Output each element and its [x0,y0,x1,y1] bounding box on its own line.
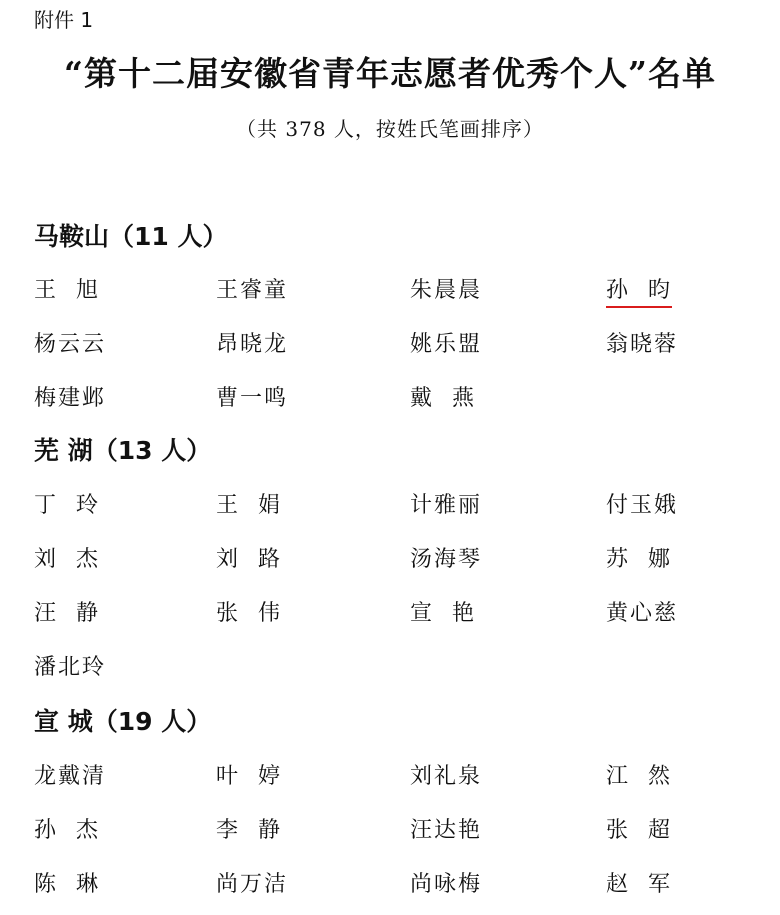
red-underline-mark: 孙 昀 [606,276,672,308]
name-row [0,488,780,524]
person-name: 苏 娜 [606,547,672,572]
person-name: 张 超 [606,818,672,843]
section-heading [34,219,228,255]
name-row [0,542,780,578]
person-name: 孙 杰 [34,818,100,843]
name-row [0,327,780,363]
person-name: 刘 杰 [34,547,100,572]
name-row [0,596,780,632]
person-name: 尚万洁 [216,872,289,897]
person-name: 黄心慈 [606,601,679,626]
person-name: 尚咏梅 [410,872,483,897]
section-count: （13 人） [92,436,212,465]
person-name: 王 旭 [34,278,100,303]
person-name: 陈 琳 [34,872,100,897]
section-region: 马鞍山 [34,222,110,251]
name-row [0,813,780,849]
document-title: “第十二届安徽省青年志愿者优秀个人”名单 [64,54,716,93]
person-name: 曹一鸣 [216,386,289,411]
section-count: （19 人） [92,707,212,736]
person-name: 昂晓龙 [216,332,289,357]
person-name: 汪达艳 [410,818,483,843]
person-name: 汤海琴 [410,547,483,572]
person-name: 江 然 [606,764,672,789]
person-name: 王睿童 [216,278,289,303]
name-row [0,759,780,795]
person-name: 叶 婷 [216,764,282,789]
person-name: 张 伟 [216,601,282,626]
person-name: 王 娟 [216,493,282,518]
person-name: 翁晓蓉 [606,332,679,357]
section-region: 宣 城 [34,707,93,736]
name-row [0,381,780,417]
section-heading [34,433,211,469]
name-row [0,273,780,309]
person-name: 戴 燕 [410,386,476,411]
person-name: 刘 路 [216,547,282,572]
person-name: 付玉娥 [606,493,679,518]
section-heading [34,704,211,740]
person-name: 计雅丽 [410,493,483,518]
name-row [0,650,780,686]
person-name: 杨云云 [34,332,107,357]
section-count: （11 人） [109,222,228,251]
person-name-highlighted [606,273,776,309]
person-name: 李 静 [216,818,282,843]
document-subtitle: （共 378 人，按姓氏笔画排序） [236,117,544,141]
person-name: 梅建邺 [34,386,107,411]
person-name: 龙戴清 [34,764,107,789]
attachment-label: 附件 1 [34,8,94,32]
section-region: 芜 湖 [34,436,93,465]
person-name: 汪 静 [34,601,100,626]
person-name: 宣 艳 [410,601,476,626]
person-name: 朱晨晨 [410,278,483,303]
person-name: 姚乐盟 [410,332,483,357]
person-name: 赵 军 [606,872,672,897]
person-name: 潘北玲 [34,655,107,680]
person-name: 刘礼泉 [410,764,483,789]
person-name: 丁 玲 [34,493,100,518]
name-row [0,867,780,903]
